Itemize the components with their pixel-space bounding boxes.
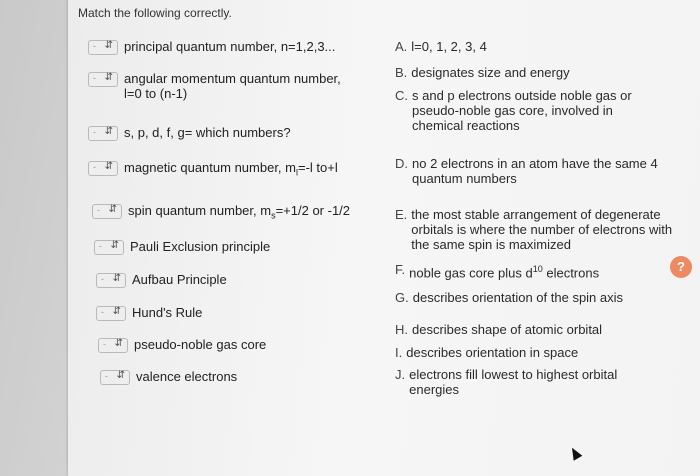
answer-select-8[interactable]: - ⇵ [96, 306, 126, 321]
select-arrows-icon: ⇵ [114, 338, 123, 349]
select-arrows-icon: ⇵ [112, 306, 121, 317]
answer-select-5[interactable]: - ⇵ [92, 204, 122, 219]
question-label-5: spin quantum number, $m_s=+1/2$ or -1/2 [128, 203, 351, 221]
answer-select-7[interactable]: - ⇵ [96, 273, 126, 288]
answer-option-j: J. electrons fill lowest to highest orbital energies [395, 367, 618, 397]
match-row-2 [88, 71, 341, 101]
question-label-7: Aufbau Principle [132, 272, 227, 287]
answer-option-g: G. describes orientation of the spin axis [395, 290, 624, 305]
match-row-5 [92, 203, 350, 224]
question-label-6: Pauli Exclusion principle [130, 239, 271, 254]
match-row-7 [96, 272, 227, 288]
answer-option-d: D. no 2 electrons in an atom have the same 4 quantum numbers [395, 156, 658, 186]
select-arrows-icon: ⇵ [116, 370, 125, 381]
answer-select-9[interactable]: - ⇵ [98, 338, 128, 353]
answer-option-i: I. describes orientation in space [395, 345, 579, 360]
question-label-8: Hund's Rule [132, 305, 203, 320]
select-arrows-icon: ⇵ [104, 40, 113, 51]
answer-option-c: C. s and p electrons outside noble gas or pseudo-noble gas core, involved in chemical reactions [395, 88, 632, 133]
answer-select-3[interactable]: - ⇵ [88, 126, 118, 141]
select-arrows-icon: ⇵ [104, 126, 113, 137]
select-arrows-icon: ⇵ [110, 240, 119, 251]
answer-select-2[interactable]: - ⇵ [88, 72, 118, 87]
match-row-1 [88, 39, 335, 55]
answer-select-6[interactable]: - ⇵ [94, 240, 124, 255]
match-row-10 [100, 369, 237, 385]
select-arrows-icon: ⇵ [112, 273, 121, 284]
match-row-9 [98, 337, 266, 353]
select-arrows-icon: ⇵ [104, 161, 113, 172]
question-label-4: magnetic quantum number, $m_l=-l$ to+l [124, 160, 338, 178]
match-row-6 [94, 239, 270, 255]
answer-option-h: H. describes shape of atomic orbital [395, 322, 603, 337]
question-label-3: s, p, d, f, g= which numbers? [124, 125, 291, 140]
help-icon[interactable]: ? [670, 256, 692, 278]
answer-option-a: A. l=0, 1, 2, 3, 4 [395, 39, 487, 54]
answer-option-f: F. noble gas core plus $d^{10}$ electrons [395, 262, 600, 281]
select-arrows-icon: ⇵ [104, 72, 113, 83]
answer-option-b: B. designates size and energy [395, 65, 570, 80]
match-row-8 [96, 305, 202, 321]
match-row-3 [88, 125, 291, 141]
answer-select-1[interactable]: - ⇵ [88, 40, 118, 55]
question-label-1: principal quantum number, n=1,2,3... [124, 39, 336, 54]
question-label-2: angular momentum quantum number, l=0 to (n-1) [124, 71, 341, 101]
answer-select-10[interactable]: - ⇵ [100, 370, 130, 385]
match-row-4 [88, 160, 338, 181]
answer-option-e: E. the most stable arrangement of degenerate orbitals is where the number of electrons with the same spin is maximized [395, 207, 673, 252]
question-label-9: pseudo-noble gas core [134, 337, 267, 352]
question-label-10: valence electrons [136, 369, 238, 384]
answer-select-4[interactable]: - ⇵ [88, 161, 118, 176]
select-arrows-icon: ⇵ [108, 204, 117, 215]
question-title: Match the following correctly. [78, 6, 232, 20]
